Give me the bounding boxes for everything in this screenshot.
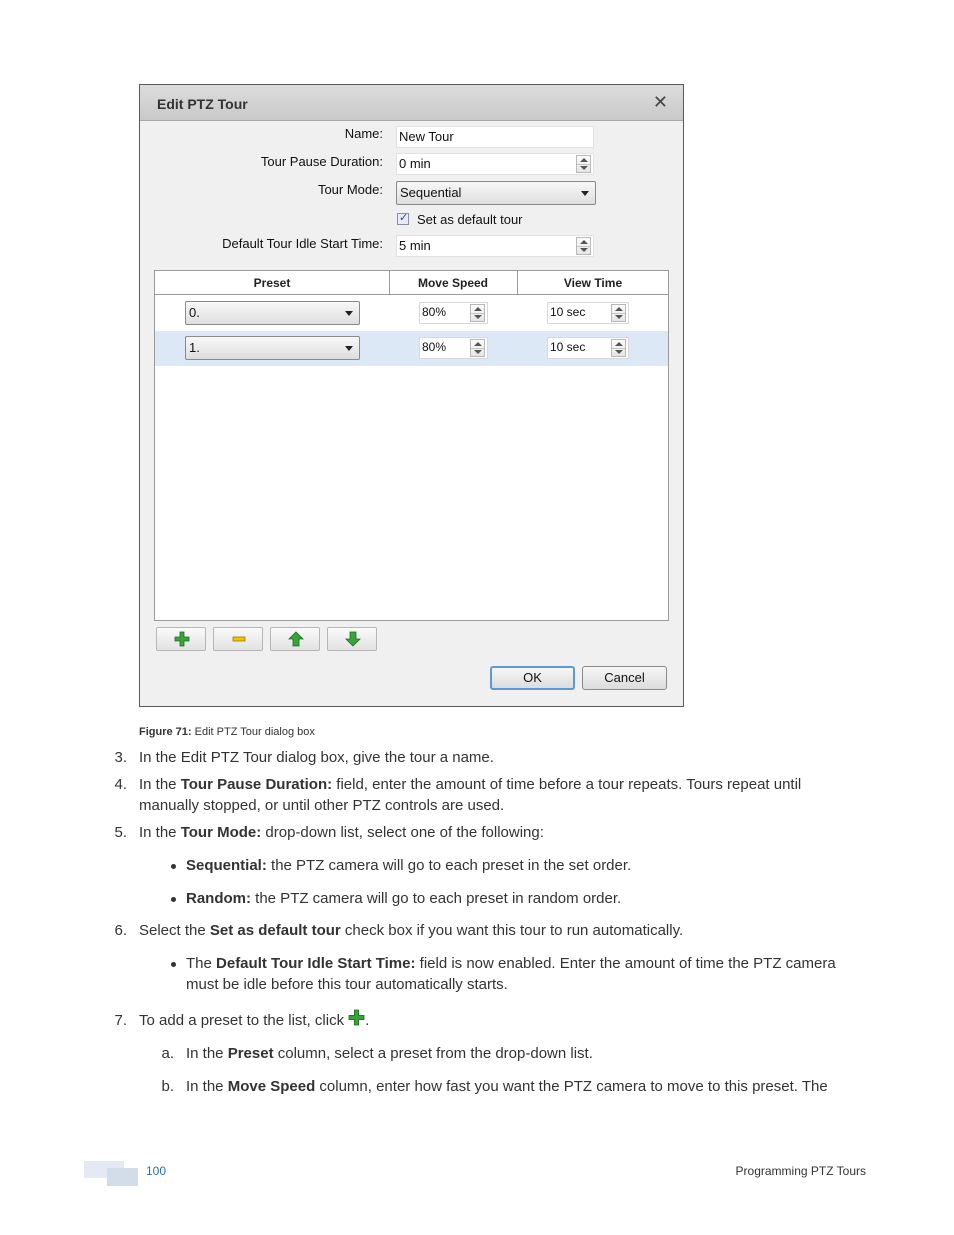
step-5-text	[139, 822, 544, 843]
move-speed-value: 80%	[422, 340, 447, 354]
chevron-down-icon	[345, 346, 353, 351]
text-run: must be idle before this tour automatically starts.	[186, 976, 508, 993]
spin-up-icon[interactable]	[580, 158, 588, 162]
text-bold: Preset	[227, 1045, 274, 1062]
text-run: the PTZ camera will go to each preset in random order.	[251, 890, 622, 907]
tour-pause-duration-field[interactable]	[396, 153, 594, 175]
preset-grid	[154, 270, 669, 621]
add-preset-button[interactable]	[156, 627, 206, 651]
spin-divider	[577, 164, 590, 165]
set-default-tour-label: Set as default tour	[417, 212, 523, 227]
tour-mode-label: Tour Mode:	[317, 182, 383, 197]
text-bold: Set as default tour	[209, 922, 341, 939]
bullet-random	[186, 888, 621, 909]
step-3-text: In the Edit PTZ Tour dialog box, give the tour a name.	[139, 749, 494, 766]
step-7-text	[139, 1010, 369, 1031]
step-4-text	[139, 774, 839, 816]
step-number: 7.	[114, 1012, 127, 1029]
view-time-field[interactable]	[547, 337, 629, 359]
text-run: Select the	[139, 922, 210, 939]
column-header-view-time[interactable]: View Time	[563, 276, 623, 290]
idle-spinner[interactable]	[576, 237, 591, 255]
spin-divider	[612, 348, 625, 349]
move-up-icon	[288, 631, 304, 647]
tour-mode-value: Sequential	[400, 185, 462, 200]
text-bold: Tour Mode:	[180, 824, 262, 841]
name-value: New Tour	[399, 129, 454, 144]
set-default-tour-checkbox[interactable]	[397, 213, 409, 225]
chevron-down-icon	[345, 311, 353, 316]
view-time-value: 10 sec	[550, 340, 586, 354]
tour-pause-duration-label: Tour Pause Duration:	[260, 154, 383, 169]
spin-up-icon[interactable]	[474, 342, 482, 346]
chevron-down-icon	[581, 191, 589, 196]
spin-divider	[577, 246, 590, 247]
preset-value: 0.	[189, 305, 200, 320]
spin-up-icon[interactable]	[615, 307, 623, 311]
text-run: The	[186, 955, 217, 972]
idle-start-time-label: Default Tour Idle Start Time:	[222, 236, 383, 251]
spin-divider	[471, 348, 484, 349]
speed-spinner[interactable]	[470, 339, 485, 357]
spin-down-icon[interactable]	[615, 315, 623, 319]
cancel-button[interactable]: Cancel	[582, 666, 667, 690]
step-a-text	[186, 1043, 593, 1064]
spin-up-icon[interactable]	[580, 240, 588, 244]
view-time-value: 10 sec	[550, 305, 586, 319]
spin-down-icon[interactable]	[615, 350, 623, 354]
table-row[interactable]	[155, 331, 668, 366]
text-run: column, enter how fast you want the PTZ camera to move to this preset. The	[315, 1078, 828, 1095]
remove-preset-button[interactable]	[213, 627, 263, 651]
pause-spinner[interactable]	[576, 155, 591, 173]
preset-value: 1.	[189, 340, 200, 355]
checkmark-icon: ✓	[399, 212, 409, 224]
text-bold: Random:	[186, 890, 251, 907]
text-run: To add a preset to the list, click	[139, 1012, 349, 1029]
view-spinner[interactable]	[611, 339, 626, 357]
spin-divider	[471, 313, 484, 314]
spin-down-icon[interactable]	[580, 166, 588, 170]
view-time-field[interactable]	[547, 302, 629, 324]
name-label: Name:	[344, 126, 383, 141]
figure-label: Figure 71:	[139, 726, 192, 738]
text-run: In the	[139, 824, 181, 841]
move-speed-value: 80%	[422, 305, 447, 319]
view-spinner[interactable]	[611, 304, 626, 322]
text-run: check box if you want this tour to run automatically.	[340, 922, 684, 939]
close-icon[interactable]: ✕	[652, 92, 668, 112]
move-up-button[interactable]	[270, 627, 320, 651]
text-run: In the	[139, 776, 181, 793]
step-number: a.	[161, 1045, 174, 1062]
speed-spinner[interactable]	[470, 304, 485, 322]
bullet-idle-start	[186, 953, 866, 995]
text-bold: Sequential:	[186, 857, 267, 874]
text-bold: Default Tour Idle Start Time:	[216, 955, 416, 972]
tour-mode-select[interactable]	[396, 181, 596, 205]
add-icon	[348, 1009, 365, 1026]
tour-pause-duration-value: 0 min	[399, 156, 431, 171]
footer-decoration	[107, 1168, 138, 1186]
edit-ptz-tour-dialog	[139, 84, 684, 707]
step-number: 5.	[114, 824, 127, 841]
spin-divider	[612, 313, 625, 314]
bullet-dot	[171, 897, 176, 902]
dialog-titlebar	[140, 85, 683, 121]
bullet-sequential	[186, 855, 631, 876]
step-6-text	[139, 920, 683, 941]
idle-start-time-field[interactable]	[396, 235, 594, 257]
footer-section-title: Programming PTZ Tours	[735, 1164, 866, 1178]
text-run: column, select a preset from the drop-down list.	[273, 1045, 593, 1062]
text-run: In the	[186, 1045, 228, 1062]
idle-start-time-value: 5 min	[399, 238, 431, 253]
step-number: 4.	[114, 776, 127, 793]
bullet-dot	[171, 962, 176, 967]
preset-select[interactable]	[185, 301, 360, 325]
spin-down-icon[interactable]	[474, 350, 482, 354]
text-run: field is now enabled. Enter the amount of time the PTZ camera	[415, 955, 836, 972]
add-icon	[174, 631, 190, 647]
move-speed-field[interactable]	[419, 337, 488, 359]
text-run: .	[365, 1012, 370, 1029]
preset-select[interactable]	[185, 336, 360, 360]
bullet-dot	[171, 864, 176, 869]
spin-up-icon[interactable]	[474, 307, 482, 311]
move-speed-field[interactable]	[419, 302, 488, 324]
text-bold: Tour Pause Duration:	[180, 776, 333, 793]
dialog-title: Edit PTZ Tour	[157, 96, 248, 112]
move-down-icon	[345, 631, 361, 647]
text-run: drop-down list, select one of the following:	[261, 824, 544, 841]
column-header-move-speed[interactable]: Move Speed	[417, 276, 489, 290]
column-header-preset[interactable]: Preset	[253, 276, 291, 290]
step-b-text	[186, 1076, 828, 1097]
step-number: 3.	[114, 749, 127, 766]
move-down-button[interactable]	[327, 627, 377, 651]
name-field[interactable]	[396, 126, 594, 148]
text-run: field, enter the amount of time before a tour repeats. Tours repeat until	[332, 776, 802, 793]
text-run: In the	[186, 1078, 228, 1095]
text-bold: Move Speed	[227, 1078, 316, 1095]
step-number: 6.	[114, 922, 127, 939]
text-run: the PTZ camera will go to each preset in the set order.	[266, 857, 632, 874]
figure-caption	[139, 726, 315, 738]
spin-down-icon[interactable]	[474, 315, 482, 319]
spin-down-icon[interactable]	[580, 248, 588, 252]
spin-up-icon[interactable]	[615, 342, 623, 346]
grid-header	[155, 271, 668, 295]
table-row[interactable]	[155, 296, 668, 331]
page-number: 100	[146, 1164, 167, 1178]
text-run: manually stopped, or until other PTZ controls are used.	[139, 797, 505, 814]
step-number: b.	[161, 1078, 174, 1095]
ok-button[interactable]: OK	[490, 666, 575, 690]
remove-icon	[231, 631, 247, 647]
figure-text: Edit PTZ Tour dialog box	[194, 726, 315, 738]
